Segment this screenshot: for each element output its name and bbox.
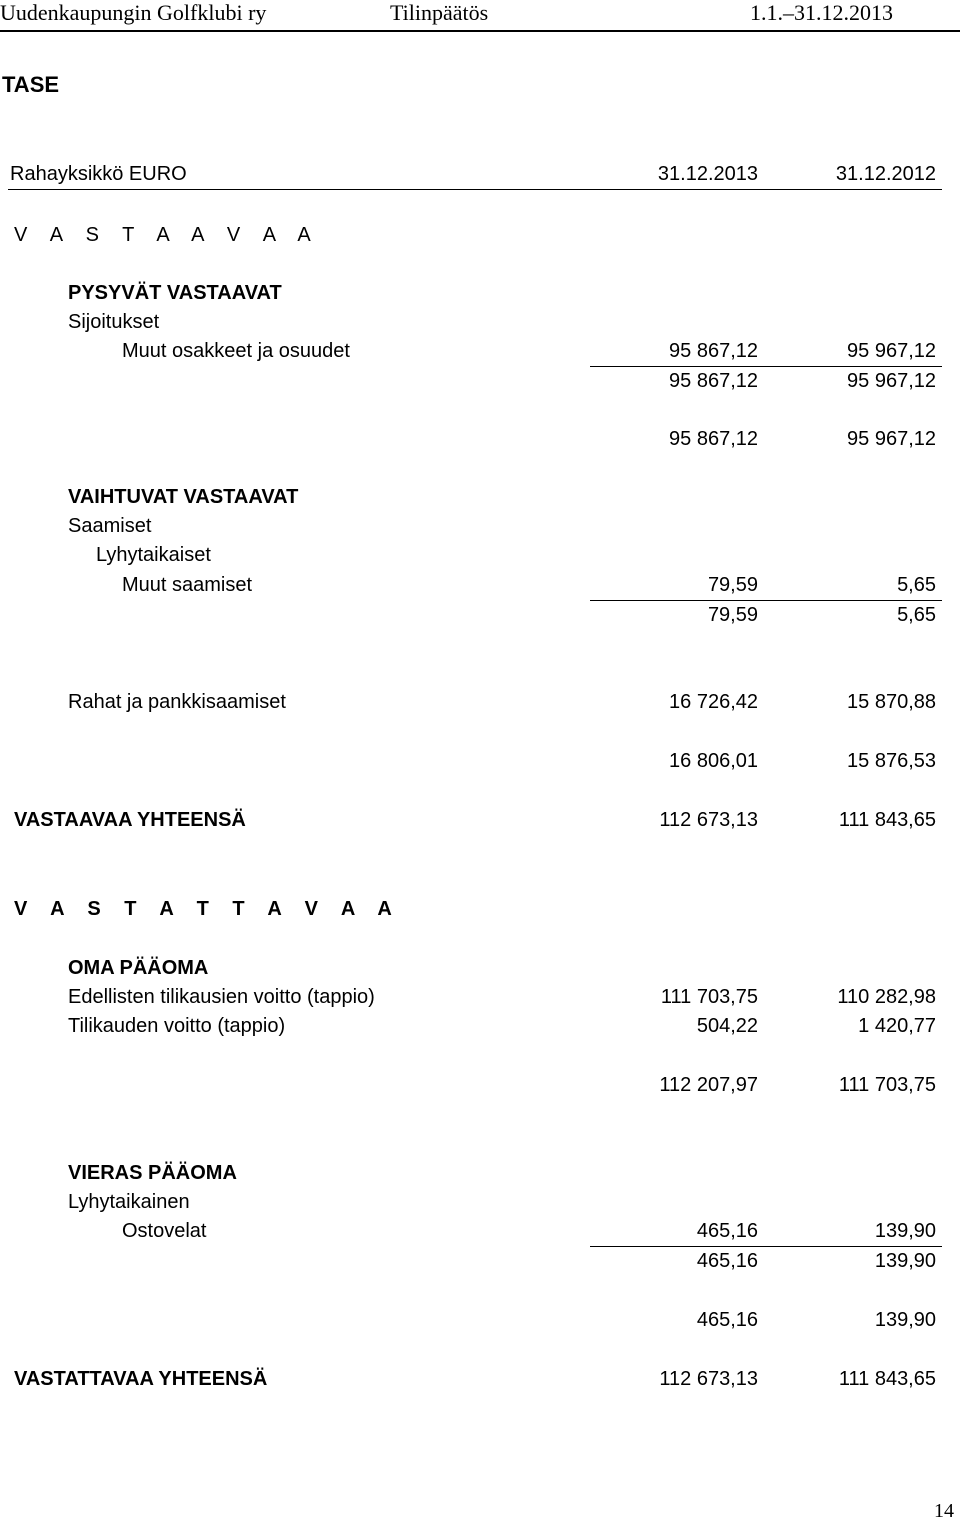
payables-2013: 465,16 [696, 1220, 758, 1242]
short-term-debt-subtotal-2012: 139,90 [874, 1250, 936, 1272]
column-header-rule [8, 189, 942, 190]
shares-label: Muut osakkeet ja osuudet [122, 340, 350, 362]
current-assets-total-2012: 15 876,53 [847, 750, 936, 772]
equity-total-2013: 112 207,97 [659, 1074, 758, 1096]
fixed-assets-heading: PYSYVÄT VASTAAVAT [68, 282, 282, 304]
subtotal-rule [590, 1246, 942, 1247]
unit-label: Rahayksikkö EURO [10, 163, 187, 185]
column-header-2013: 31.12.2013 [657, 163, 758, 185]
page-title: TASE [2, 72, 60, 97]
investments-label: Sijoitukset [68, 311, 160, 333]
debt-total-2013: 465,16 [696, 1309, 758, 1331]
other-receivables-2012: 5,65 [897, 574, 936, 596]
receivables-label: Saamiset [68, 515, 152, 537]
assets-total-label: VASTAAVAA YHTEENSÄ [14, 809, 246, 831]
liabilities-heading: V A S T A T T A V A A [14, 898, 401, 920]
debt-heading: VIERAS PÄÄOMA [68, 1162, 237, 1184]
subtotal-rule [590, 366, 942, 367]
assets-total-2013: 112 673,13 [659, 809, 758, 831]
header-company: Uudenkaupungin Golfklubi ry [0, 0, 267, 25]
current-assets-heading: VAIHTUVAT VASTAAVAT [68, 486, 299, 508]
payables-2012: 139,90 [874, 1220, 936, 1242]
equity-total-2012: 111 703,75 [838, 1074, 936, 1096]
retained-earnings-2012: 110 282,98 [837, 986, 936, 1008]
period-profit-label: Tilikauden voitto (tappio) [68, 1015, 286, 1037]
shares-value-2012: 95 967,12 [847, 340, 936, 362]
investments-subtotal-2012: 95 967,12 [847, 370, 936, 392]
header-period: 1.1.–31.12.2013 [750, 0, 893, 25]
period-profit-2012: 1 420,77 [858, 1015, 936, 1037]
short-term-label: Lyhytaikaiset [96, 544, 211, 566]
cash-label: Rahat ja pankkisaamiset [68, 691, 286, 713]
page-number: 14 [934, 1500, 954, 1522]
header-rule [0, 30, 960, 32]
debt-total-2012: 139,90 [874, 1309, 936, 1331]
shares-value-2013: 95 867,12 [669, 340, 758, 362]
other-receivables-2013: 79,59 [707, 574, 758, 596]
cash-value-2013: 16 726,42 [669, 691, 758, 713]
receivables-subtotal-2013: 79,59 [707, 604, 758, 626]
liabilities-total-2012: 111 843,65 [838, 1368, 936, 1390]
other-receivables-label: Muut saamiset [122, 574, 253, 596]
cash-value-2012: 15 870,88 [847, 691, 936, 713]
liabilities-total-label: VASTATTAVAA YHTEENSÄ [14, 1368, 268, 1390]
period-profit-2013: 504,22 [696, 1015, 758, 1037]
assets-total-2012: 111 843,65 [838, 809, 936, 831]
subtotal-rule [590, 600, 942, 601]
retained-earnings-label: Edellisten tilikausien voitto (tappio) [68, 986, 375, 1008]
retained-earnings-2013: 111 703,75 [660, 986, 758, 1008]
current-assets-total-2013: 16 806,01 [669, 750, 758, 772]
column-header-2012: 31.12.2012 [835, 163, 936, 185]
fixed-assets-total-2012: 95 967,12 [847, 428, 936, 450]
fixed-assets-total-2013: 95 867,12 [669, 428, 758, 450]
assets-heading: V A S T A A V A A [14, 224, 320, 246]
payables-label: Ostovelat [122, 1220, 207, 1242]
investments-subtotal-2013: 95 867,12 [669, 370, 758, 392]
header-doc-type: Tilinpäätös [390, 0, 489, 25]
short-term-debt-subtotal-2013: 465,16 [696, 1250, 758, 1272]
short-term-debt-label: Lyhytaikainen [68, 1191, 190, 1213]
liabilities-total-2013: 112 673,13 [659, 1368, 758, 1390]
equity-heading: OMA PÄÄOMA [68, 957, 209, 979]
receivables-subtotal-2012: 5,65 [897, 604, 936, 626]
